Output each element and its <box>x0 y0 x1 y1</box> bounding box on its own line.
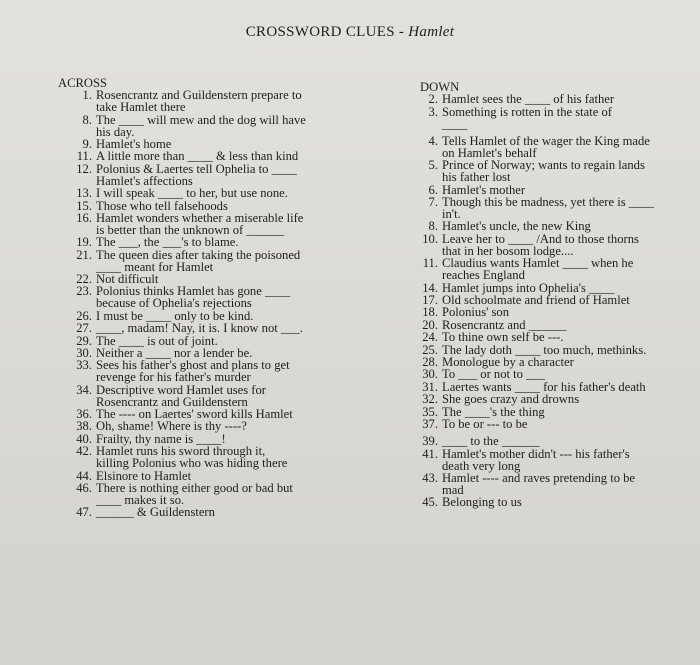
clue-number: 8. <box>82 112 92 127</box>
clue-number: 34. <box>76 382 92 397</box>
clue-text: The ---- on Laertes' sword kills Hamlet <box>96 406 293 421</box>
clue-text: Frailty, thy name is ____! <box>96 431 226 446</box>
clue-number: 1. <box>82 88 92 103</box>
clue-number: 2. <box>428 92 438 107</box>
clue-number: 16. <box>76 210 92 225</box>
clue-number: 8. <box>428 219 438 234</box>
clue-row <box>414 446 700 473</box>
clue-text: Claudius wants Hamlet ____ when he reaches England <box>442 256 634 283</box>
clue-row <box>414 104 700 131</box>
clue-row <box>414 160 700 184</box>
clue-number: 35. <box>422 404 438 419</box>
clue-text: The queen dies after taking the poisoned ____ meant for Hamlet <box>96 247 301 274</box>
clue-text: The ____'s the thing <box>442 404 545 419</box>
clue-text: Hamlet sees the ____ of his father <box>442 92 615 107</box>
clue-number: 31. <box>422 379 438 394</box>
clue-row <box>414 497 700 509</box>
title-play: Hamlet <box>408 24 455 40</box>
clue-text: There is nothing either good or bad but ____ makes it so. <box>96 480 293 507</box>
clue-text: Hamlet's home <box>96 137 172 152</box>
clue-row <box>52 480 342 507</box>
clue-text: Polonius thinks Hamlet has gone ____ because of Ophelia's rejections <box>96 284 291 311</box>
clue-text: Prince of Norway; wants to regain lands his father lost <box>442 158 645 185</box>
clue-row <box>52 507 342 519</box>
clue-number: 3. <box>428 104 438 119</box>
clue-text: Those who tell falsehoods <box>96 198 228 213</box>
clue-text: Leave her to ____ /And to those thorns that in her bosom lodge.... <box>442 231 639 258</box>
clue-number: 45. <box>422 495 438 510</box>
clue-number: 27. <box>76 321 92 336</box>
clue-number: 17. <box>422 292 438 307</box>
down-heading: DOWN <box>420 80 460 94</box>
clue-text: The lady doth ____ too much, methinks. <box>442 342 647 357</box>
clue-number: 4. <box>428 134 438 149</box>
clue-number: 47. <box>76 505 92 520</box>
clue-number: 20. <box>422 317 438 332</box>
down-clue-list <box>414 94 700 509</box>
clue-row <box>52 446 342 470</box>
clue-text: Hamlet's mother didn't --- his father's death very long <box>442 446 630 473</box>
clue-row <box>52 112 342 139</box>
clue-number: 11. <box>76 149 92 164</box>
clue-number: 24. <box>422 330 438 345</box>
clue-text: ______ & Guildenstern <box>96 505 215 520</box>
clue-text: Hamlet's mother <box>442 182 526 197</box>
clue-text: Polonius & Laertes tell Ophelia to ____ Hamlet's affections <box>96 161 297 188</box>
down-column <box>414 82 700 509</box>
clue-row <box>52 360 342 384</box>
clue-text: Descriptive word Hamlet uses for Rosencrantz and Guildenstern <box>96 382 266 409</box>
clue-text: Laertes wants ____ for his father's death <box>442 379 646 394</box>
clue-number: 28. <box>422 354 438 369</box>
clue-number: 36. <box>76 406 92 421</box>
clue-number: 19. <box>76 235 92 250</box>
clue-text: Oh, shame! Where is thy ----? <box>96 419 247 434</box>
clue-number: 33. <box>76 358 92 373</box>
clue-row <box>414 231 700 258</box>
clue-number: 18. <box>422 305 438 320</box>
clue-number: 37. <box>422 416 438 431</box>
across-column <box>52 78 342 519</box>
clue-text: Hamlet wonders whether a miserable life is better than the unknown of ______ <box>96 210 304 237</box>
clue-text: To be or --- to be <box>442 416 528 431</box>
clue-number: 22. <box>76 272 92 286</box>
clue-text: Not difficult <box>96 272 159 286</box>
clue-number: 6. <box>428 182 438 197</box>
clue-text: ____, madam! Nay, it is. I know not ___. <box>96 321 303 336</box>
clue-text: Though this be madness, yet there is ____ in't. <box>442 195 654 222</box>
clue-text: Something is rotten in the state of ____ <box>442 104 612 131</box>
clue-text: Old schoolmate and friend of Hamlet <box>442 292 630 307</box>
clue-text: She goes crazy and drowns <box>442 392 580 407</box>
clue-row <box>414 258 700 282</box>
clue-text: Hamlet jumps into Ophelia's ____ <box>442 280 615 295</box>
clue-number: 38. <box>76 419 92 434</box>
clue-text: Rosencrantz and Guildenstern prepare to take Hamlet there <box>96 88 302 115</box>
clue-number: 9. <box>82 137 92 152</box>
clue-text: Rosencrantz and ______ <box>442 317 567 332</box>
clue-number: 39. <box>422 434 438 449</box>
clue-row <box>52 286 342 310</box>
clue-text: I must be ____ only to be kind. <box>96 308 254 323</box>
clue-text: Elsinore to Hamlet <box>96 468 192 483</box>
page-title <box>0 24 700 41</box>
title-main: CROSSWORD CLUES - <box>245 24 409 40</box>
clue-text: Monologue by a character <box>442 354 574 369</box>
clue-text: Hamlet runs his sword through it, killing Polonius who was hiding there <box>96 444 288 471</box>
clue-row <box>52 90 342 114</box>
clue-number: 46. <box>76 480 92 495</box>
clue-number: 13. <box>76 186 92 201</box>
clue-row <box>414 473 700 497</box>
clue-number: 32. <box>422 392 438 407</box>
clue-number: 43. <box>422 471 438 486</box>
clue-text: Polonius' son <box>442 305 510 320</box>
across-clue-list <box>52 90 342 519</box>
clue-row <box>52 382 342 409</box>
clue-row <box>414 197 700 221</box>
clue-number: 30. <box>76 345 92 360</box>
clue-row <box>414 416 700 431</box>
clue-number: 12. <box>76 161 92 176</box>
clue-number: 5. <box>428 158 438 173</box>
clue-number: 11. <box>422 256 438 271</box>
clue-text: The ___, the ___'s to blame. <box>96 235 239 250</box>
clue-text: To ___ or not to ___ <box>442 367 546 382</box>
clue-row <box>414 136 700 160</box>
clue-text: ____ to the ______ <box>442 434 540 449</box>
clue-text: Hamlet's uncle, the new King <box>442 219 591 234</box>
clue-number: 42. <box>76 444 92 459</box>
clue-number: 23. <box>76 284 92 299</box>
clue-text: A little more than ____ & less than kind <box>96 149 299 164</box>
across-heading: ACROSS <box>58 76 107 90</box>
clue-number: 40. <box>76 431 92 446</box>
clue-text: Hamlet ---- and raves pretending to be mad <box>442 471 636 497</box>
clue-number: 44. <box>76 468 92 483</box>
clue-number: 7. <box>428 195 438 210</box>
clue-number: 14. <box>422 280 438 295</box>
clue-number: 41. <box>422 446 438 461</box>
clue-number: 30. <box>422 367 438 382</box>
clue-text: Tells Hamlet of the wager the King made on Hamlet's behalf <box>442 134 650 161</box>
clue-number: 15. <box>76 198 92 213</box>
clue-row <box>52 210 342 237</box>
clue-number: 21. <box>76 247 92 262</box>
clue-text: The ____ will mew and the dog will have his day. <box>96 112 306 139</box>
clue-number: 26. <box>76 308 92 323</box>
clue-text: Belonging to us <box>442 495 522 510</box>
clue-text: The ____ is out of joint. <box>96 333 218 348</box>
clue-number: 10. <box>422 231 438 246</box>
clue-text: Sees his father's ghost and plans to get revenge for his father's murder <box>96 358 290 385</box>
clue-row <box>52 161 342 188</box>
clue-text: To thine own self be ---. <box>442 330 564 345</box>
clue-text: I will speak ____ to her, but use none. <box>96 186 288 201</box>
clue-text: Neither a ____ nor a lender be. <box>96 345 253 360</box>
clue-row <box>52 247 342 274</box>
clue-number: 25. <box>422 342 438 357</box>
clue-number: 29. <box>76 333 92 348</box>
